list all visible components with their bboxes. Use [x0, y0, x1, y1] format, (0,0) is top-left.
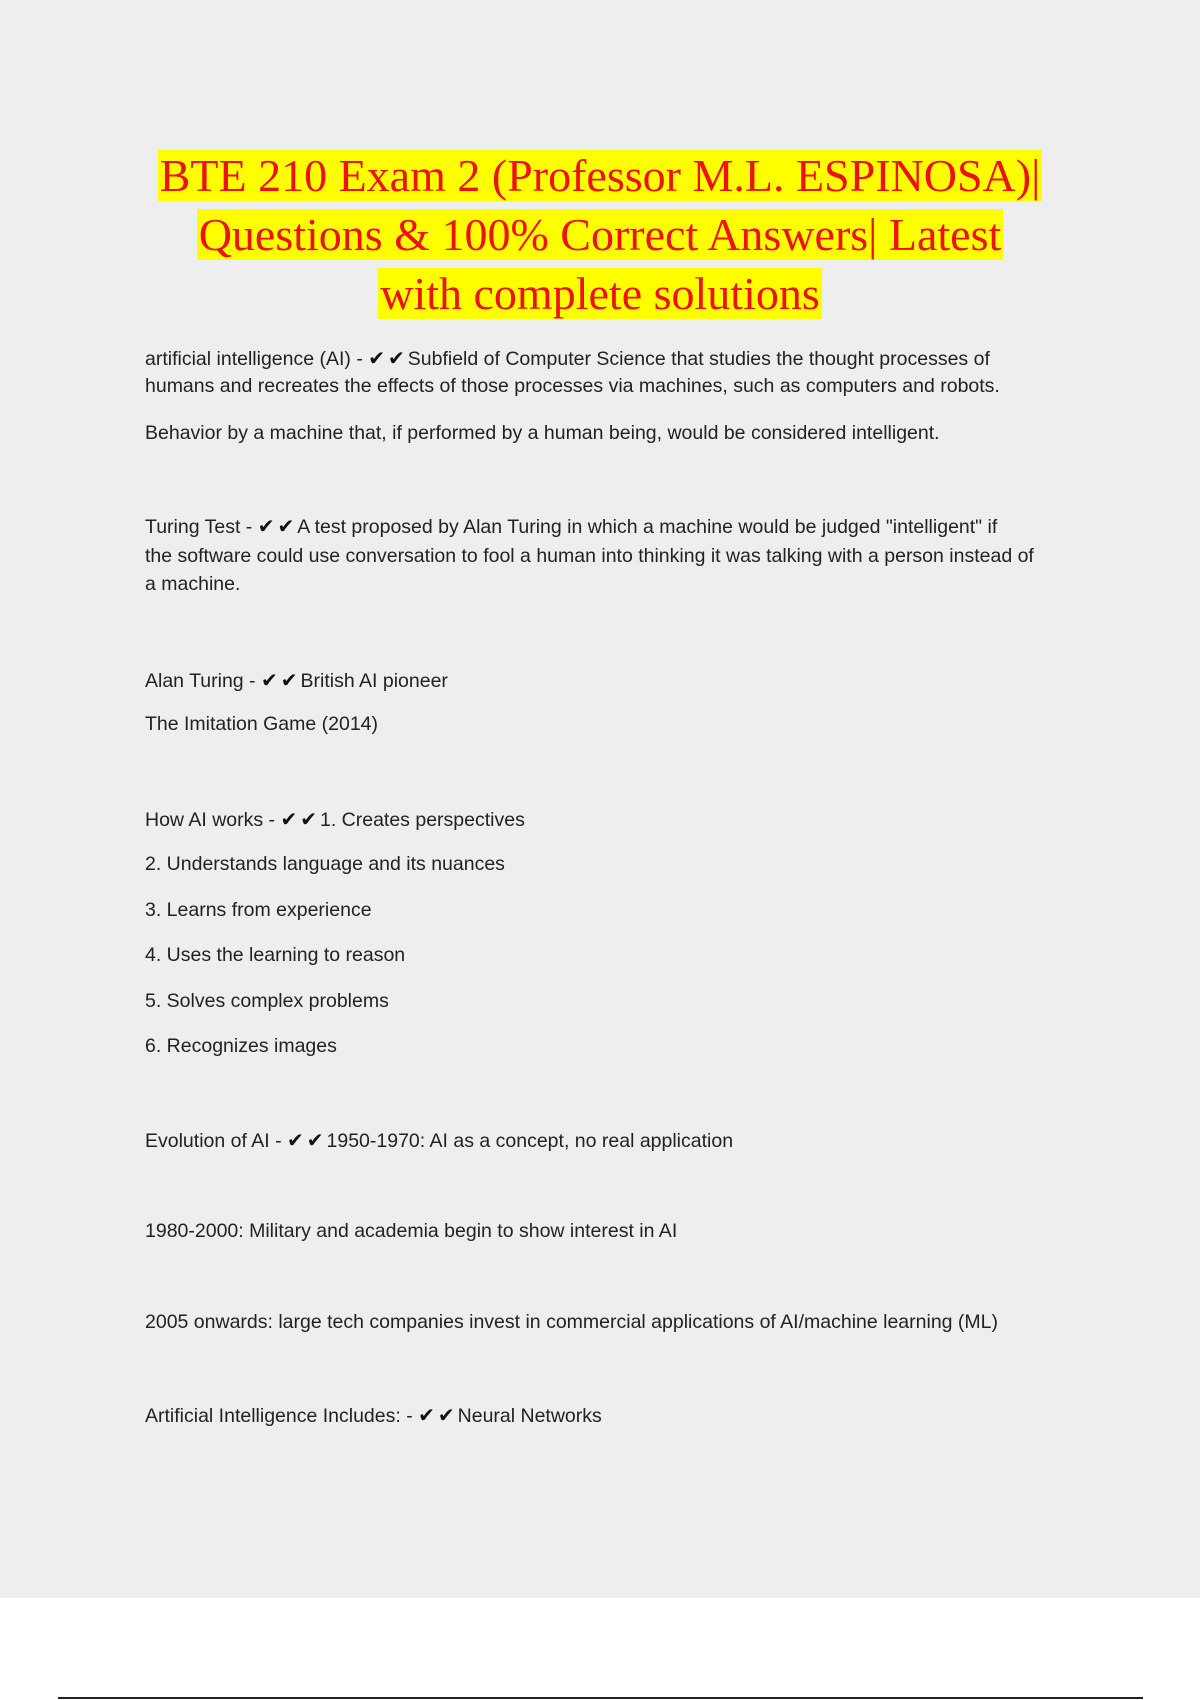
double-check-icon: ✔✔ — [418, 1403, 458, 1427]
entry-alan-turing — [145, 666, 448, 695]
entry-how-ai-works-item-2: 2. Understands language and its nuances — [145, 853, 505, 875]
entry-alan-turing-term: Alan Turing - — [145, 670, 261, 692]
entry-ai — [145, 344, 990, 373]
double-check-icon: ✔✔ — [368, 346, 408, 370]
entry-evolution-term: Evolution of AI - — [145, 1130, 287, 1152]
entry-ai-definition-line-2: humans and recreates the effects of those processes via machines, such as computers and robots. — [145, 375, 1000, 397]
entry-alan-turing-definition: British AI pioneer — [300, 670, 448, 692]
entry-turing-test-term: Turing Test - — [145, 516, 258, 538]
entry-how-ai-works-item-1: 1. Creates perspectives — [319, 809, 525, 831]
entry-how-ai-works-item-4: 4. Uses the learning to reason — [145, 944, 406, 966]
entry-alan-turing-extra: The Imitation Game (2014) — [145, 713, 379, 735]
title-line-2: Questions & 100% Correct Answers| Latest — [198, 209, 1002, 260]
entry-evolution-item-3: 2005 onwards: large tech companies invest in commercial applications of AI/machine learning (ML) — [145, 1311, 999, 1333]
entry-evolution-item-2: 1980-2000: Military and academia begin to show interest in AI — [145, 1220, 678, 1242]
entry-turing-test-definition-line-3: a machine. — [145, 573, 241, 595]
entry-turing-test-definition-line-2: the software could use conversation to fool a human into thinking it was talking with a person instead of — [145, 545, 1034, 567]
entry-ai-extra: Behavior by a machine that, if performed by a human being, would be considered intelligent. — [145, 422, 940, 444]
title-line-3: with complete solutions — [380, 268, 820, 319]
double-check-icon: ✔✔ — [287, 1128, 327, 1152]
entry-turing-test — [145, 512, 997, 541]
entry-ai-includes — [145, 1401, 602, 1430]
entry-evolution-item-1: 1950-1970: AI as a concept, no real application — [326, 1130, 734, 1152]
entry-evolution — [145, 1126, 733, 1155]
double-check-icon: ✔✔ — [280, 807, 320, 831]
entry-turing-test-definition-line-1: A test proposed by Alan Turing in which a machine would be judged "intelligent" if — [297, 516, 998, 538]
double-check-icon: ✔✔ — [260, 668, 301, 692]
entry-ai-includes-item-1: Neural Networks — [457, 1405, 602, 1427]
entry-how-ai-works — [145, 805, 525, 834]
entry-how-ai-works-item-6: 6. Recognizes images — [145, 1035, 337, 1057]
entry-how-ai-works-term: How AI works - — [145, 809, 281, 831]
entry-ai-definition-line-1: Subfield of Computer Science that studies the thought processes of — [407, 348, 990, 370]
document-title — [100, 146, 1100, 323]
footer-divider — [58, 1697, 1143, 1699]
title-line-1: BTE 210 Exam 2 (Professor M.L. ESPINOSA)| — [159, 150, 1041, 201]
entry-ai-term: artificial intelligence (AI) - — [145, 348, 369, 370]
double-check-icon: ✔✔ — [257, 514, 298, 538]
entry-how-ai-works-item-3: 3. Learns from experience — [145, 899, 372, 921]
entry-ai-includes-term: Artificial Intelligence Includes: - — [145, 1405, 419, 1427]
entry-how-ai-works-item-5: 5. Solves complex problems — [145, 990, 389, 1012]
